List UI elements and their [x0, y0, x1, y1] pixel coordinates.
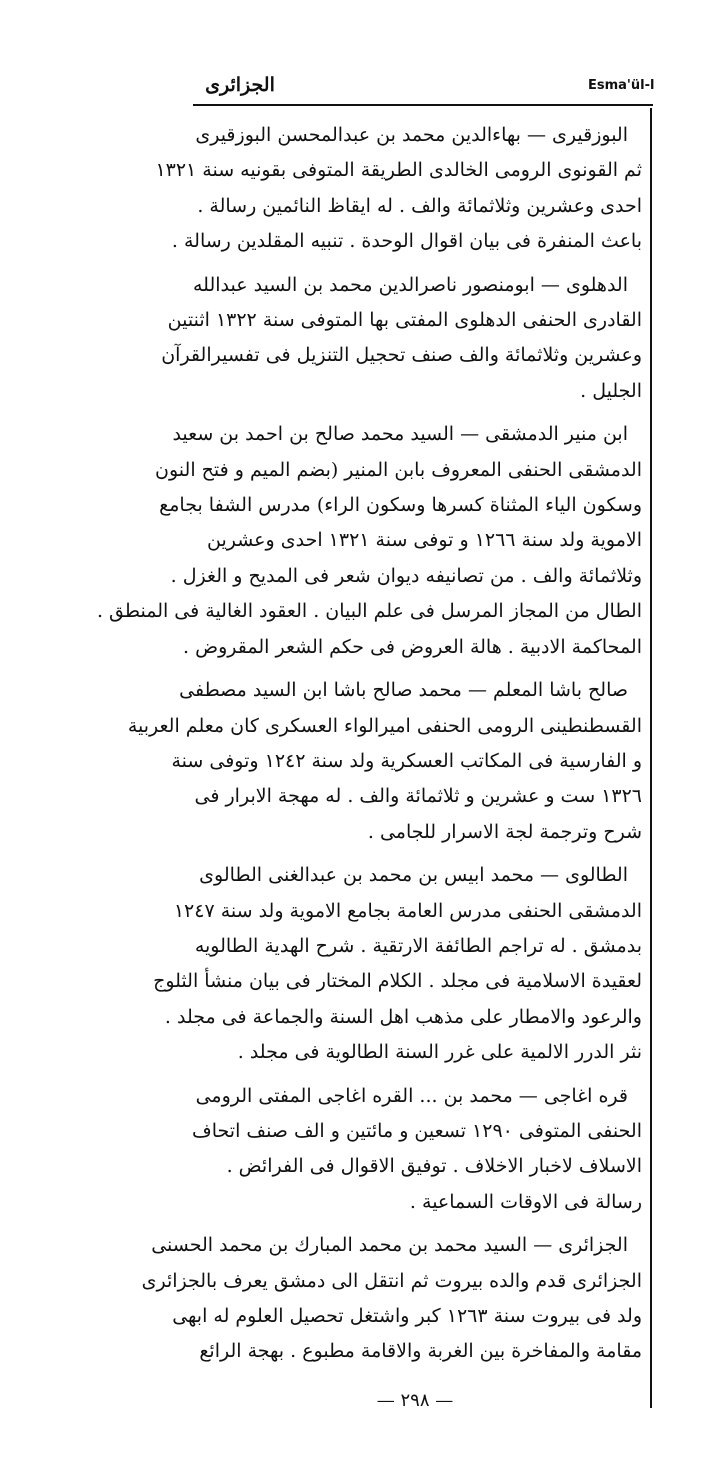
entry-line: الطال من المجاز المرسل فى علم البيان . العقود الغالية فى المنطق .: [96, 600, 642, 623]
entry-line: والرعود والامطار على مذهب اهل السنة والجماعة فى مجلد .: [164, 1005, 642, 1028]
entry-line: الاموية ولد سنة ١٢٦٦ و توفى سنة ١٣٢١ احدى وعشرين: [207, 529, 642, 552]
running-head: الجزائرى: [205, 74, 275, 96]
entry: [161, 268, 642, 410]
entry-line: و الفارسية فى المكاتب العسكرية ولد سنة ١٢٤٢ وتوفى سنة: [171, 749, 642, 772]
entry-line: القادرى الحنفى الدهلوى المفتى بها المتوفى سنة ١٣٢٢ اثنتين: [167, 309, 642, 332]
entry-line: الجليل .: [580, 379, 642, 402]
column-rule: [650, 108, 652, 1408]
entry-line: وعشرين وثلاثمائة والف صنف تحجيل التنزيل فى تفسيرالقرآن: [161, 344, 642, 367]
entry-line: وثلاثمائة والف . من تصانيفه ديوان شعر فى المديح و الغزل .: [170, 564, 642, 587]
entry-line: ثم القونوى الرومى الخالدى الطريقة المتوفى بقونيه سنة ١٣٢١: [155, 159, 642, 182]
entry-line: الدمشقى الحنفى المعروف بابن المنير (بضم الميم و فتح النون: [155, 458, 642, 481]
entry-line: الدهلوى — ابومنصور ناصرالدين محمد بن السيد عبدالله: [192, 273, 628, 296]
entry-line: وسكون الياء المثناة كسرها وسكون الراء) مدرس الشفا بجامع: [159, 494, 642, 517]
entry-line: لعقيدة الاسلامية فى مجلد . الكلام المختار فى بيان منشأ الثلوج: [153, 970, 642, 993]
entry-line: ابن منير الدمشقى — السيد محمد صالح بن احمد بن سعيد: [172, 423, 628, 446]
entry: [141, 1228, 642, 1370]
entry: [96, 417, 642, 665]
entry: [155, 118, 642, 260]
page-number: — ٢٩٨ —: [376, 1390, 454, 1411]
entry-line: البوزقيرى — بهاءالدين محمد بن عبدالمحسن البوزقيرى: [195, 124, 628, 146]
entry-line: ١٣٢٦ ست و عشرين و ثلاثمائة والف . له مهجة الابرار فى: [194, 785, 642, 808]
entry: [153, 858, 642, 1070]
entry-line: باعث المنفرة فى بيان اقوال الوحدة . تنبيه المقلدين رسالة .: [171, 230, 642, 253]
entry-line: المحاكمة الادبية . هالة العروض فى حكم الشعر المقروض .: [183, 635, 642, 658]
entry-line: رسالة فى الاوقات السماعية .: [409, 1190, 642, 1213]
entry-line: الطالوى — محمد ابيس بن محمد بن عبدالغنى الطالوى: [199, 864, 628, 887]
entry-line: الجزائرى قدم والده بيروت ثم انتقل الى دمشق يعرف بالجزائرى: [141, 1269, 642, 1292]
entry-line: قره اغاجى — محمد بن ... القره اغاجى المفتى الرومى: [195, 1084, 628, 1107]
entry-line: صالح باشا المعلم — محمد صالح باشا ابن السيد مصطفى: [179, 679, 628, 702]
entry-line: الجزائرى — السيد محمد بن محمد المبارك بن محمد الحسنى: [151, 1234, 628, 1257]
entry: [127, 673, 642, 850]
entry-line: مقامة والمفاخرة بين الغربة والاقامة مطبوع . بهجة الرائع: [199, 1340, 642, 1363]
text-column: [96, 118, 642, 1378]
header-rule: [193, 104, 653, 106]
entry-line: القسطنطينى الرومى الحنفى اميرالواء العسكرى كان معلم العربية: [127, 714, 642, 737]
entry-line: الدمشقى الحنفى مدرس العامة بجامع الاموية ولد سنة ١٢٤٧: [173, 899, 642, 922]
header-code: Esma'ül-l: [588, 78, 655, 93]
entry-line: الاسلاف لاخبار الاخلاف . توفيق الاقوال فى الفرائض .: [226, 1155, 642, 1178]
entry-line: شرح وترجمة لجة الاسرار للجامى .: [367, 820, 642, 843]
entry-line: بدمشق . له تراجم الطائفة الارتقية . شرح الهدية الطالويه: [194, 934, 642, 957]
entry-line: ولد فى بيروت سنة ١٢٦٣ كبر واشتغل تحصيل العلوم له ابهى: [172, 1305, 642, 1327]
entry: [192, 1079, 642, 1221]
entry-line: نثر الدرر الالمية على غرر السنة الطالوية فى مجلد .: [237, 1041, 642, 1064]
entry-line: الحنفى المتوفى ١٢٩٠ تسعين و مائتين و الف صنف اتحاف: [192, 1119, 642, 1142]
entry-line: احدى وعشرين وثلاثمائة والف . له ايقاظ النائمين رسالة .: [197, 194, 642, 217]
